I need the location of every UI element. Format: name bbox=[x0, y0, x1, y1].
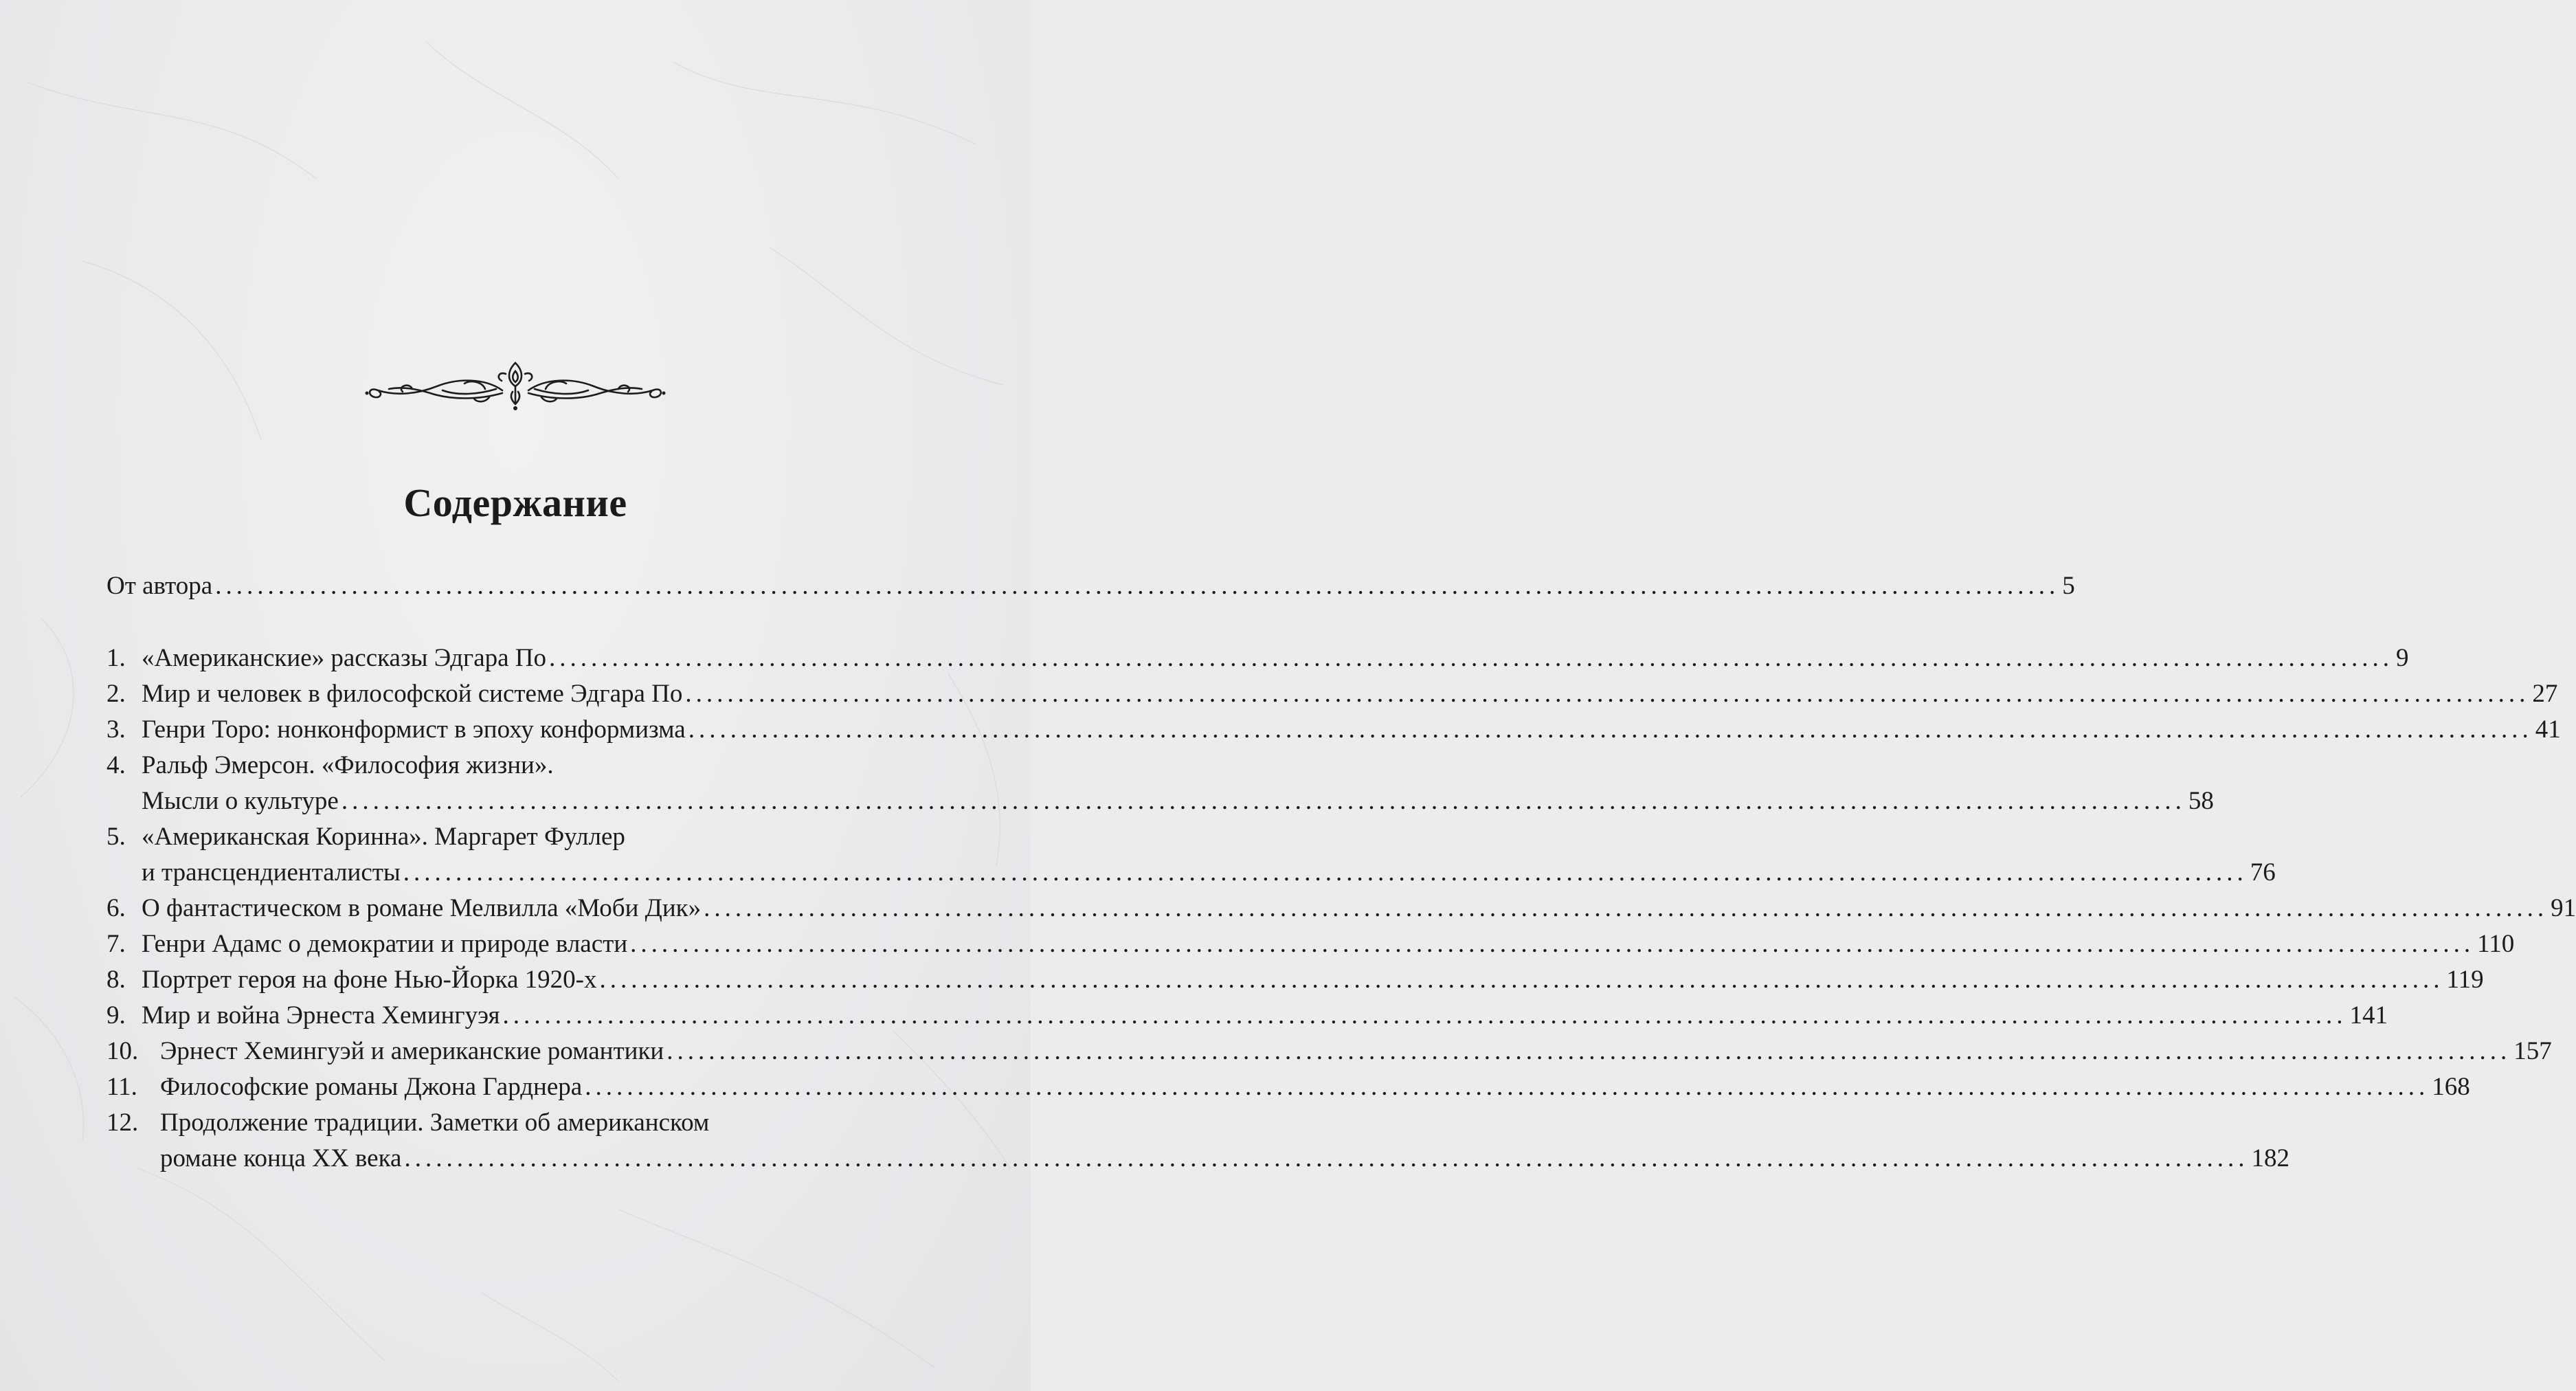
toc-entry-number: 12. bbox=[107, 1109, 139, 1137]
toc-entry-title: «Американские» рассказы Эдгара По bbox=[142, 644, 547, 672]
toc-entry-8[interactable] bbox=[107, 961, 2484, 999]
toc-line bbox=[142, 854, 2276, 891]
toc-page-number: 157 bbox=[2513, 1037, 2552, 1065]
toc-entry-1[interactable] bbox=[107, 640, 2409, 677]
dot-leader: ................................................................................................................................................................................ bbox=[549, 644, 2394, 672]
toc-line bbox=[160, 1033, 2552, 1070]
toc-entry-number: 6. bbox=[107, 894, 126, 922]
toc-entry-title-continued: и трансцендиенталисты bbox=[142, 858, 401, 887]
toc-line bbox=[160, 1069, 2470, 1106]
toc-entry-number: 9. bbox=[107, 1001, 126, 1030]
toc-page-number: 119 bbox=[2446, 966, 2484, 994]
dot-leader: ................................................................................................................................................................................ bbox=[404, 1144, 2249, 1172]
toc-entry-preface[interactable] bbox=[107, 568, 2075, 605]
toc-entry-title: «Американская Коринна». Маргарет Фуллер bbox=[142, 823, 625, 851]
dot-leader: ................................................................................................................................................................................ bbox=[585, 1073, 2430, 1101]
toc-entry-title: Ральф Эмерсон. «Философия жизни». bbox=[142, 751, 554, 779]
toc-line bbox=[107, 568, 2075, 605]
toc-entry-number: 8. bbox=[107, 966, 126, 994]
dot-leader: ................................................................................................................................................................................ bbox=[630, 930, 2475, 958]
toc-entry-12[interactable] bbox=[107, 1104, 907, 1142]
toc-line bbox=[142, 926, 2515, 963]
toc-entry-number: 4. bbox=[107, 751, 126, 779]
toc-page-number: 5 bbox=[2062, 572, 2075, 600]
toc-page-number: 182 bbox=[2251, 1144, 2289, 1172]
dot-leader: ................................................................................................................................................................................ bbox=[599, 966, 2444, 994]
toc-page-number: 58 bbox=[2188, 787, 2214, 815]
toc-entry-5-continued[interactable] bbox=[107, 854, 2276, 891]
toc-entry-title: Продолжение традиции. Заметки об американском bbox=[160, 1109, 710, 1137]
toc-page-number: 91 bbox=[2551, 894, 2576, 922]
toc-line bbox=[160, 1140, 2289, 1177]
toc-entry-title: Портрет героя на фоне Нью-Йорка 1920-х bbox=[142, 966, 597, 994]
dot-leader: ................................................................................................................................................................................ bbox=[341, 787, 2186, 815]
toc-entry-9[interactable] bbox=[107, 997, 2388, 1034]
toc-entry-number: 3. bbox=[107, 715, 126, 744]
ornament-flourish bbox=[361, 350, 669, 419]
toc-page-number: 27 bbox=[2532, 680, 2558, 708]
toc-page-number: 141 bbox=[2349, 1001, 2388, 1030]
toc-entry-12-continued[interactable] bbox=[107, 1140, 2289, 1177]
page-title: Содержание bbox=[403, 480, 627, 525]
toc-entry-6[interactable] bbox=[107, 890, 2576, 927]
toc-page-number: 41 bbox=[2535, 715, 2561, 744]
toc-entry-title: От автора bbox=[107, 572, 213, 600]
toc-entry-number: 5. bbox=[107, 823, 126, 851]
toc-line bbox=[142, 890, 2576, 927]
toc-line bbox=[142, 783, 2214, 820]
toc-entry-5[interactable] bbox=[107, 819, 907, 856]
toc-line bbox=[142, 711, 2561, 748]
toc-entry-title: Генри Торо: нонконформист в эпоху конформизма bbox=[142, 715, 686, 744]
toc-entry-title: Эрнест Хемингуэй и американские романтики bbox=[160, 1037, 664, 1065]
toc-line bbox=[142, 640, 2409, 677]
toc-entry-number: 10. bbox=[107, 1037, 139, 1065]
toc-entry-title-continued: романе конца XX века bbox=[160, 1144, 402, 1172]
toc-line bbox=[142, 997, 2388, 1034]
toc-page-number: 110 bbox=[2477, 930, 2515, 958]
toc-entry-11[interactable] bbox=[107, 1069, 2470, 1106]
toc-entry-number: 2. bbox=[107, 680, 126, 708]
toc-entry-10[interactable] bbox=[107, 1033, 2552, 1070]
toc-entry-title: Мир и человек в философской системе Эдгара По bbox=[142, 680, 683, 708]
toc-line bbox=[142, 961, 2484, 999]
toc-entry-7[interactable] bbox=[107, 926, 2515, 963]
toc-page-number: 9 bbox=[2396, 644, 2409, 672]
toc-entry-number: 11. bbox=[107, 1073, 137, 1101]
dot-leader: ................................................................................................................................................................................ bbox=[215, 572, 2060, 600]
dot-leader: ................................................................................................................................................................................ bbox=[685, 680, 2530, 708]
dot-leader: ................................................................................................................................................................................ bbox=[688, 715, 2533, 744]
toc-entry-2[interactable] bbox=[107, 676, 2558, 713]
toc-entry-title: Философские романы Джона Гарднера bbox=[160, 1073, 583, 1101]
toc-page-number: 76 bbox=[2250, 858, 2276, 887]
toc-entry-3[interactable] bbox=[107, 711, 2561, 748]
dot-leader: ................................................................................................................................................................................ bbox=[667, 1037, 2511, 1065]
toc-entry-title-continued: Мысли о культуре bbox=[142, 787, 339, 815]
dot-leader: ................................................................................................................................................................................ bbox=[704, 894, 2549, 922]
dot-leader: ................................................................................................................................................................................ bbox=[403, 858, 2248, 887]
dot-leader: ................................................................................................................................................................................ bbox=[502, 1001, 2347, 1030]
toc-line bbox=[142, 676, 2558, 713]
toc-entry-title: О фантастическом в романе Мелвилла «Моби Дик» bbox=[142, 894, 702, 922]
toc-page-number: 168 bbox=[2432, 1073, 2470, 1101]
toc-entry-title: Генри Адамс о демократии и природе власти bbox=[142, 930, 628, 958]
toc-entry-number: 1. bbox=[107, 644, 126, 672]
toc-entry-4-continued[interactable] bbox=[107, 783, 2214, 820]
toc-entry-4[interactable] bbox=[107, 747, 907, 784]
toc-entry-title: Мир и война Эрнеста Хемингуэя bbox=[142, 1001, 500, 1030]
toc-entry-number: 7. bbox=[107, 930, 126, 958]
